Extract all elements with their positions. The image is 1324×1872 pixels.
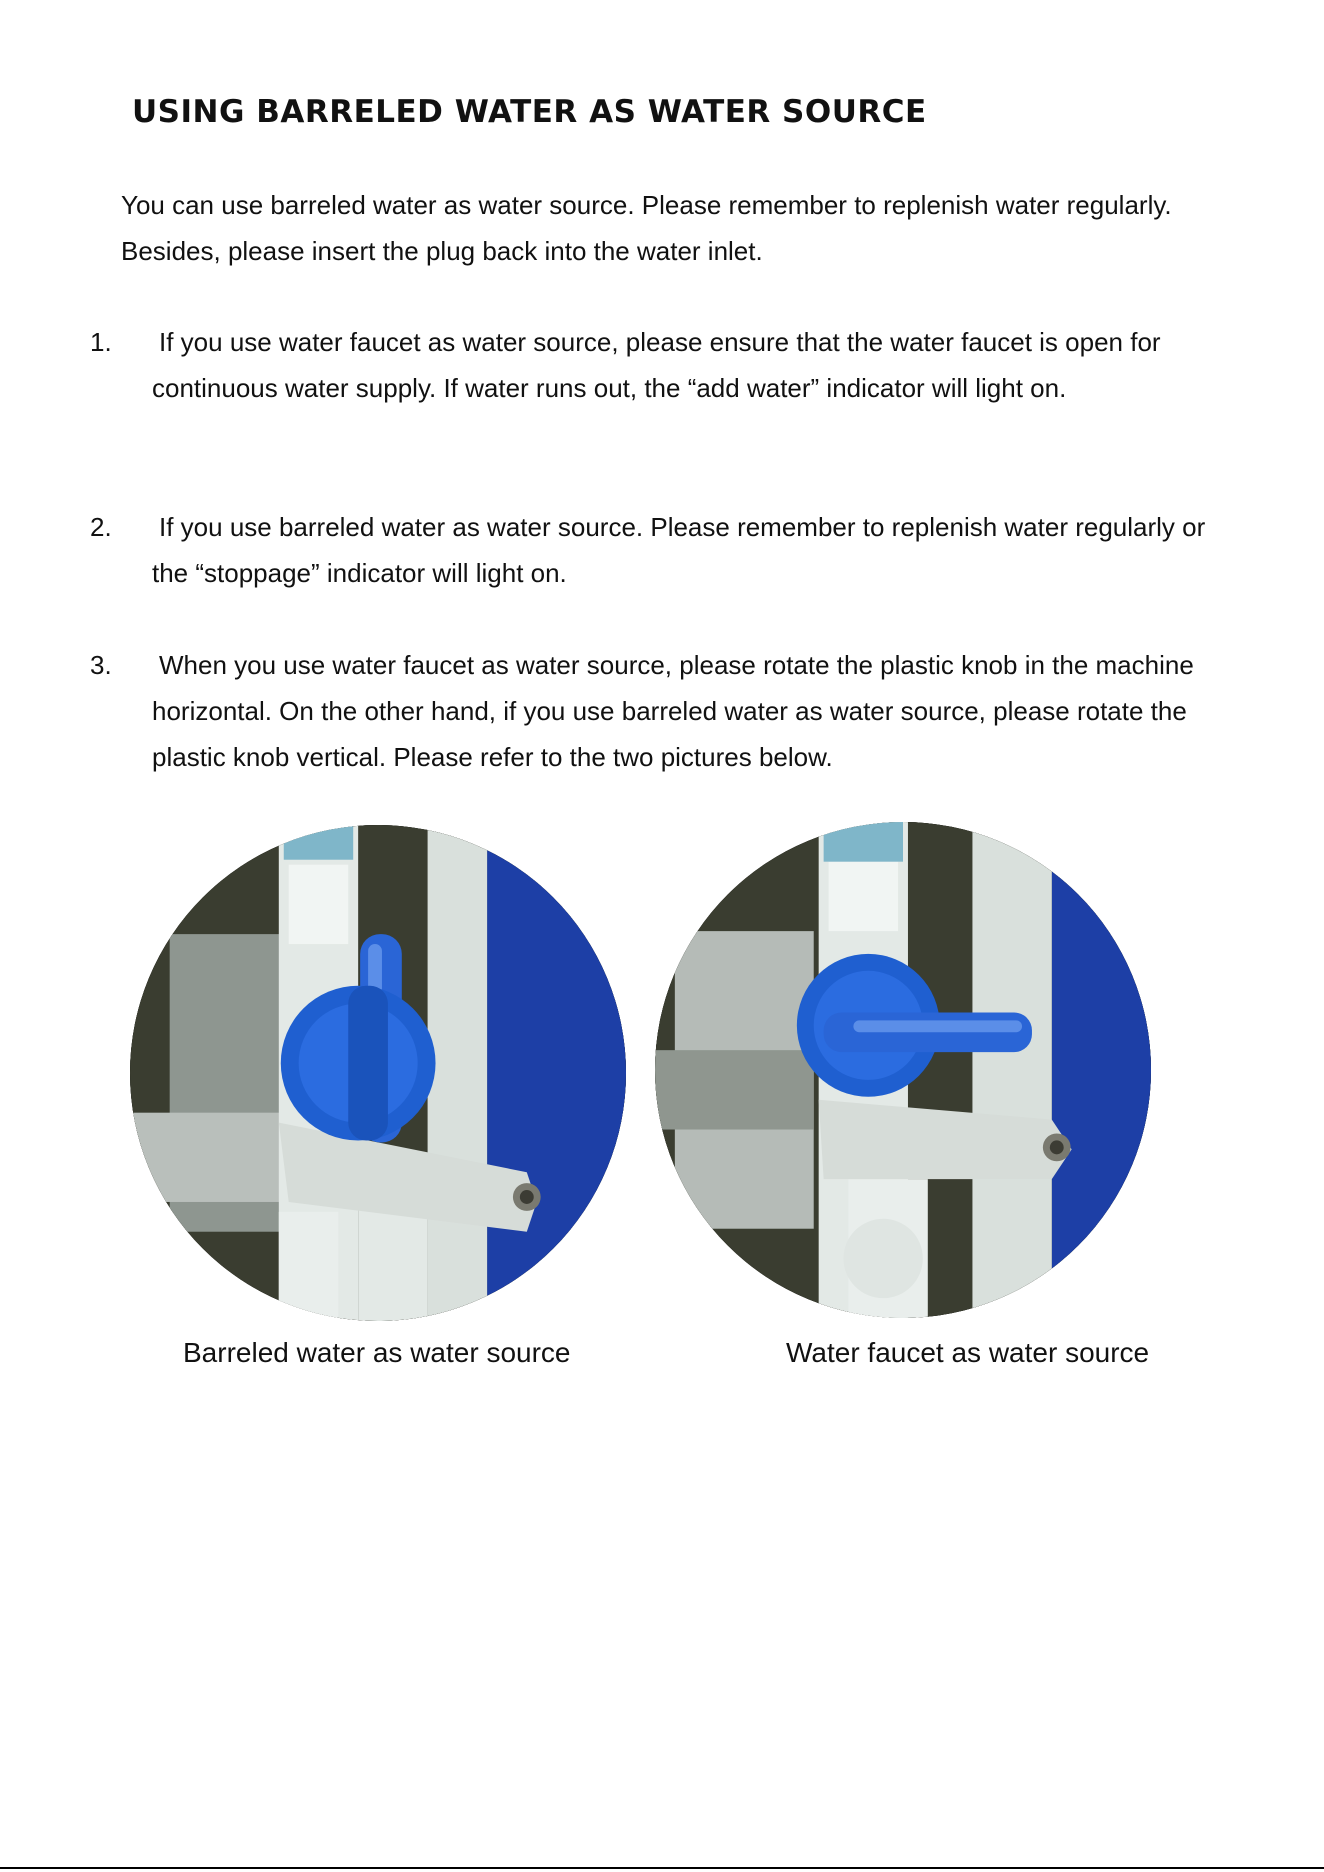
caption-water-faucet: Water faucet as water source xyxy=(786,1337,1150,1368)
photo-barreled-water-knob xyxy=(130,825,626,1321)
valve-horizontal-illustration xyxy=(655,822,1151,1318)
photo-water-faucet-knob xyxy=(655,822,1151,1318)
instruction-step-2 xyxy=(90,504,1221,596)
step-1-text: If you use water faucet as water source, please ensure that the water faucet is open for continuous water supply. If water runs out, the “add water” indicator will light on. xyxy=(152,327,1161,403)
step-2-body xyxy=(90,504,1221,596)
intro-paragraph: You can use barreled water as water source. Please remember to replenish water regularly. Besides, please insert the plug back into the water inlet. xyxy=(121,190,1172,266)
step-1-number: 1. xyxy=(90,327,112,357)
step-3-body xyxy=(90,642,1221,780)
step-3-text: When you use water faucet as water source, please rotate the plastic knob in the machine horizontal. On the other hand, if you use barreled water as water source, please rotate the plastic knob vertical. Please refer to the two pictures below. xyxy=(152,650,1194,772)
footer-divider xyxy=(0,1867,1324,1869)
caption-barreled-water: Barreled water as water source xyxy=(183,1337,571,1368)
step-3-number: 3. xyxy=(90,650,112,680)
step-2-text: If you use barreled water as water source. Please remember to replenish water regularly or the “stoppage” indicator will light on. xyxy=(152,512,1206,588)
step-1-body xyxy=(90,319,1221,411)
page-title: USING BARRELED WATER AS WATER SOURCE xyxy=(132,94,927,130)
valve-vertical-illustration xyxy=(130,825,626,1321)
instruction-step-1 xyxy=(90,319,1221,411)
step-2-number: 2. xyxy=(90,512,112,542)
instruction-step-3 xyxy=(90,642,1221,780)
